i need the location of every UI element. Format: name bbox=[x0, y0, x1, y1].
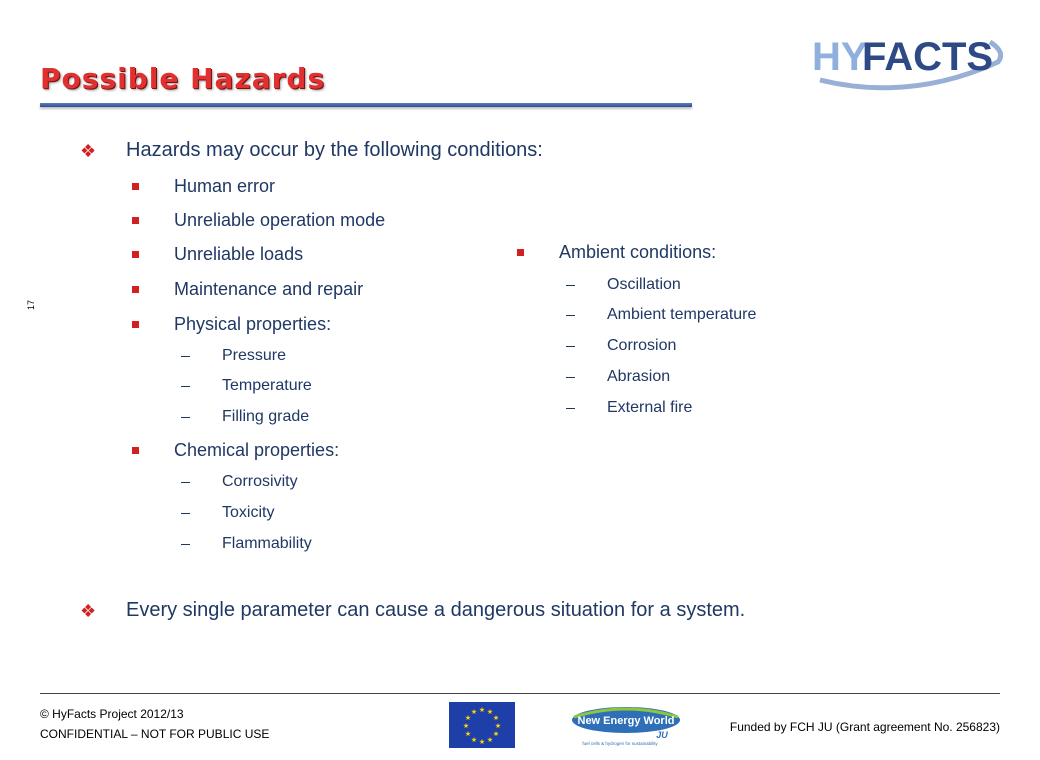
list-item bbox=[174, 176, 275, 197]
sub-list-item bbox=[607, 306, 756, 324]
logo-facts-text: FACTS bbox=[862, 35, 994, 79]
dash-bullet-icon bbox=[181, 513, 190, 514]
square-bullet-icon bbox=[132, 321, 139, 328]
footer-divider bbox=[40, 693, 1000, 694]
list-item-label: Human error bbox=[174, 176, 276, 196]
sub-list-item bbox=[222, 377, 312, 395]
new-energy-tagline: fuel cells & hydrogen for sustainability bbox=[582, 741, 658, 746]
sub-list-item bbox=[222, 473, 298, 491]
new-energy-ju-text: JU bbox=[656, 730, 668, 740]
sub-list-item-label: External fire bbox=[607, 399, 693, 416]
svg-text:★: ★ bbox=[470, 736, 478, 744]
square-bullet-icon bbox=[132, 286, 139, 293]
footer-funded: Funded by FCH JU (Grant agreement No. 256823) bbox=[729, 720, 1000, 734]
sub-list-item bbox=[222, 408, 309, 426]
list-item bbox=[174, 279, 363, 300]
intro-text: Hazards may occur by the following conditions: bbox=[126, 139, 543, 161]
list-item-label: Maintenance and repair bbox=[174, 279, 364, 299]
sub-list-item bbox=[222, 347, 286, 365]
square-bullet-icon bbox=[132, 447, 139, 454]
dash-bullet-icon bbox=[566, 408, 575, 409]
sub-list-item bbox=[607, 399, 692, 417]
sub-list-item bbox=[607, 368, 670, 386]
sub-list-item-label: Flammability bbox=[222, 535, 312, 552]
svg-text:★: ★ bbox=[464, 714, 472, 722]
list-item-label: Physical properties: bbox=[174, 314, 332, 334]
svg-text:★: ★ bbox=[486, 708, 494, 716]
list-item-label: Unreliable loads bbox=[174, 244, 304, 264]
dash-bullet-icon bbox=[181, 386, 190, 387]
conclusion-text: Every single parameter can cause a dangerous situation for a system. bbox=[126, 599, 746, 621]
footer-copyright: © HyFacts Project 2012/13 bbox=[40, 707, 184, 721]
list-item bbox=[174, 440, 339, 461]
list-item-label: Ambient conditions: bbox=[559, 242, 717, 262]
svg-text:★: ★ bbox=[478, 706, 486, 714]
sub-list-item bbox=[222, 504, 274, 522]
square-bullet-icon bbox=[517, 249, 524, 256]
diamond-bullet-icon: ❖ bbox=[80, 601, 97, 621]
sub-list-item-label: Toxicity bbox=[222, 504, 275, 521]
list-item bbox=[174, 244, 303, 265]
sub-list-item-label: Corrosion bbox=[607, 337, 677, 354]
svg-text:★: ★ bbox=[494, 722, 502, 730]
dash-bullet-icon bbox=[181, 356, 190, 357]
dash-bullet-icon bbox=[566, 285, 575, 286]
svg-text:★: ★ bbox=[478, 738, 486, 746]
dash-bullet-icon bbox=[181, 544, 190, 545]
sub-list-item-label: Ambient temperature bbox=[607, 306, 757, 323]
eu-flag-icon bbox=[449, 702, 515, 748]
list-item-label: Unreliable operation mode bbox=[174, 210, 386, 230]
new-energy-text: New Energy World bbox=[577, 715, 675, 727]
new-energy-world-logo bbox=[570, 705, 682, 747]
square-bullet-icon bbox=[132, 183, 139, 190]
sub-list-item-label: Pressure bbox=[222, 347, 287, 364]
list-item-label: Chemical properties: bbox=[174, 440, 340, 460]
svg-text:★: ★ bbox=[492, 730, 500, 738]
list-item bbox=[174, 210, 385, 231]
dash-bullet-icon bbox=[566, 377, 575, 378]
square-bullet-icon bbox=[132, 217, 139, 224]
logo-hy-text: HY bbox=[812, 35, 868, 79]
sub-list-item-label: Filling grade bbox=[222, 408, 310, 425]
svg-text:★: ★ bbox=[462, 722, 470, 730]
svg-text:★: ★ bbox=[492, 714, 500, 722]
sub-list-item-label: Oscillation bbox=[607, 276, 681, 293]
list-item-ambient bbox=[559, 242, 716, 263]
slide-title: Possible Hazards bbox=[40, 62, 326, 95]
sub-list-item bbox=[222, 535, 312, 553]
conclusion-bullet bbox=[80, 599, 746, 622]
dash-bullet-icon bbox=[566, 315, 575, 316]
dash-bullet-icon bbox=[181, 417, 190, 418]
svg-text:★: ★ bbox=[470, 708, 478, 716]
sub-list-item bbox=[607, 276, 681, 294]
footer-confidential: CONFIDENTIAL – NOT FOR PUBLIC USE bbox=[40, 727, 270, 741]
svg-text:★: ★ bbox=[464, 730, 472, 738]
list-item bbox=[174, 314, 331, 335]
dash-bullet-icon bbox=[181, 482, 190, 483]
sub-list-item bbox=[607, 337, 676, 355]
square-bullet-icon bbox=[132, 251, 139, 258]
slide-number: 17 bbox=[26, 299, 36, 310]
dash-bullet-icon bbox=[566, 346, 575, 347]
title-underline bbox=[40, 103, 692, 107]
hyfacts-logo bbox=[810, 22, 1010, 100]
svg-text:★: ★ bbox=[486, 736, 494, 744]
sub-list-item-label: Abrasion bbox=[607, 368, 671, 385]
sub-list-item-label: Temperature bbox=[222, 377, 312, 394]
intro-bullet bbox=[80, 139, 543, 162]
sub-list-item-label: Corrosivity bbox=[222, 473, 298, 490]
diamond-bullet-icon: ❖ bbox=[80, 141, 97, 161]
